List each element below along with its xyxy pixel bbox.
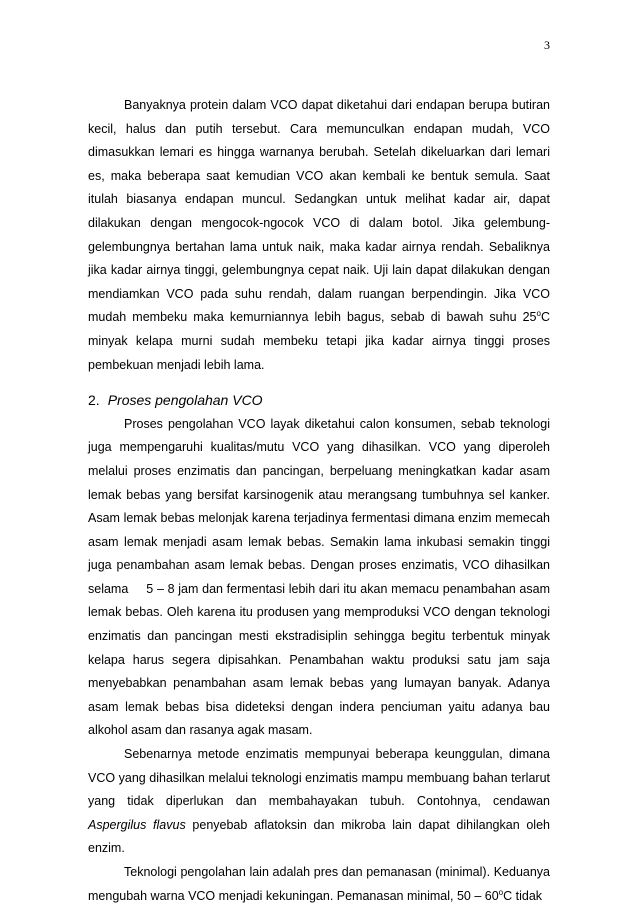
paragraph-vco-protein-water-test — [88, 94, 550, 377]
paragraph-processing-method — [88, 413, 550, 743]
paragraph-text: C tidak — [503, 888, 543, 903]
paragraph-enzymatic-advantages — [88, 743, 550, 861]
page-number: 3 — [544, 38, 550, 52]
section-heading — [88, 389, 550, 413]
paragraph-text: Proses pengolahan VCO layak diketahui calon konsumen, sebab teknologi juga mempengaruhi kualitas/mutu VCO yang dihasilkan. VCO yang diperoleh melalui proses enzimatis dan pancingan, berpeluang meningkatkan kadar asam lemak bebas yang bersifat karsinogenik atau merangsang tumbuhnya sel kanker. Asam lemak bebas melonjak karena terjadinya fermentasi dimana enzim memecah asam lemak menjadi asam lemak bebas. Semakin lama inkubasi semakin tinggi juga penambahan asam lemak bebas. Dengan proses enzimatis, VCO dihasilkan selama — [88, 416, 550, 596]
degree-superscript: o — [536, 309, 541, 319]
species-name: Aspergilus flavus — [88, 817, 186, 832]
paragraph-text: Banyaknya protein dalam VCO dapat diketahui dari endapan berupa butiran kecil, halus dan putih tersebut. Cara memunculkan endapan mudah, VCO dimasukkan lemari es hingga warnanya berubah. Setelah dikeluarkan dari lemari es, maka beberapa saat kemudian VCO akan kembali ke bentuk semula. Saat itulah biasanya endapan muncul. Sedangkan untuk melihat kadar air, dapat dilakukan dengan mengocok-ngocok VCO di dalam botol. Jika gelembung-gelembungnya bertahan lama untuk naik, maka kadar airnya rendah. Sebaliknya jika kadar airnya tinggi, gelembungnya cepat naik. Uji lain dapat dilakukan dengan mendiamkan VCO pada suhu rendah, dalam ruangan berpendingin. Jika VCO mudah membeku maka kemurniannya lebih bagus, sebab di bawah suhu 25 — [88, 98, 550, 325]
document-body — [88, 94, 550, 908]
paragraph-text: C minyak kelapa murni sudah membeku tetapi jika kadar airnya tinggi proses pembekuan menjadi lebih lama. — [88, 310, 550, 372]
section-number: 2. — [88, 392, 100, 409]
paragraph-text: penyebab aflatoksin dan mikroba lain dapat dihilangkan oleh enzim. — [88, 817, 550, 856]
paragraph-text: Sebenarnya metode enzimatis mempunyai beberapa keunggulan, dimana VCO yang dihasilkan melalui teknologi enzimatis mampu membuang bahan terlarut yang tidak diperlukan dan membahayakan tubuh. Contohnya, cendawan — [88, 747, 550, 809]
section-title: Proses pengolahan VCO — [107, 392, 263, 409]
paragraph-press-heating — [88, 861, 550, 908]
paragraph-text: Teknologi pengolahan lain adalah pres dan pemanasan (minimal). Keduanya mengubah warna VCO menjadi kekuningan. Pemanasan minimal, 50 – 60 — [88, 865, 550, 903]
paragraph-text: 5 – 8 jam dan fermentasi lebih dari itu akan memacu penambahan asam lemak bebas. Oleh karena itu produsen yang memproduksi VCO dengan teknologi enzimatis dan pancingan mesti ekstradisiplin sehingga begitu terbentuk minyak kelapa harus segera dipisahkan. Penambahan waktu produksi satu jam saja menyebabkan penambahan asam lemak bebas yang lumayan banyak. Adanya asam lemak bebas bisa dideteksi dengan indera penciuman yaitu adanya bau alkohol asam dan rasanya agak masam. — [88, 581, 550, 738]
degree-superscript: o — [498, 887, 504, 897]
